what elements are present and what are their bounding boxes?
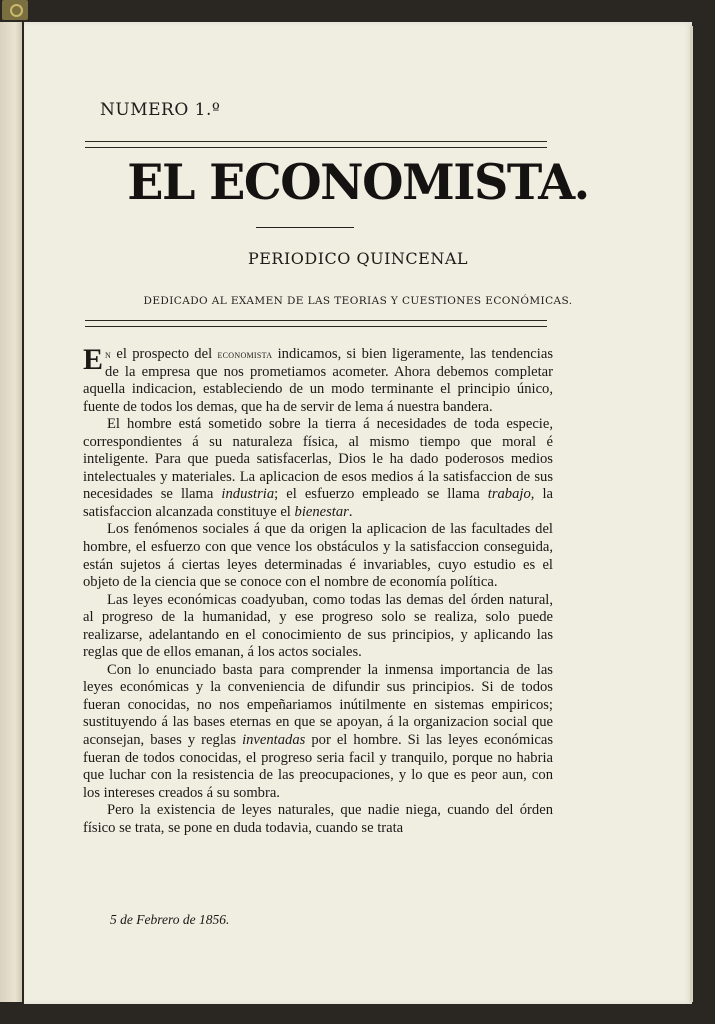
paragraph-2: El hombre está sometido sobre la tierra á necesidades de toda especie, correspondientes á su naturaleza física, al mismo tiempo que moral é inteligente. Para que pueda satisfacerlas, Dios le ha dado poderosos medios intelectuales y materiales. La aplicacion de esos medios á la satisfaccion de sus necesidades se llama industria; el esfuerzo empleado se llama trabajo, la satisfaccion alcanzada constituye el bienestar.	[83, 416, 553, 520]
title-underline	[256, 227, 354, 228]
newspaper-subtitle: PERIODICO QUINCENAL	[247, 249, 469, 268]
header-divider	[85, 320, 547, 327]
paragraph-3: Los fenómenos sociales á que da origen la aplicacion de las facultades del hombre, el esfuerzo con que vence los obstáculos y la satisfaccion conseguida, están sujetos á ciertas leyes determinadas é invariables, cuyo estudio es el objeto de la ciencia que se conoce con el nombre de economía política.	[83, 521, 553, 591]
paragraph-6: Pero la existencia de leyes naturales, que nadie niega, cuando del órden físico se trata, se pone en duda todavia, cuando se trata	[83, 802, 553, 836]
paragraph-4: Las leyes económicas coadyuban, como todas las demas del órden natural, al progreso de la humanidad, y ese progreso solo se realiza, solo puede realizarse, adelantando en el conocimiento de sus principios, y aplicando las reglas que de ellos emanan, á los actos sociales.	[83, 591, 553, 661]
paragraph-1: En el prospecto del economista indicamos, si bien ligeramente, las tendencias de la empresa que nos prometiamos acometer. Ahora debemos completar aquella indicacion, estableciendo de un modo terminante el principio único, fuente de todos los demas, que ha de servir de lema á nuestra bandera.	[83, 343, 553, 415]
bookmark-clip-icon	[2, 0, 28, 20]
article-body	[83, 343, 554, 837]
page-right-edge	[690, 26, 693, 1002]
small-caps-title: economista	[217, 347, 273, 361]
issue-number: NUMERO 1.º	[100, 100, 221, 120]
dedication-line: DEDICADO AL EXAMEN DE LAS TEORIAS Y CUESTIONES ECONÓMICAS.	[143, 295, 573, 307]
paragraph-5: Con lo enunciado basta para comprender la inmensa importancia de las leyes económicas y la conveniencia de difundir sus principios. Si de todos fueran conocidas, no nos empeñariamos inútilmente en sistemas empiricos; sustituyendo á las bases eternas en que se apoyan, á la organizacion social que aconsejan, bases y reglas inventadas por el hombre. Si las leyes económicas fueran de todos conocidas, el progreso seria facil y tranquilo, porque no habria que luchar con la resistencia de las preocupaciones, y lo que es peor aun, con los intereses creados á su sombra.	[83, 661, 554, 801]
document-page	[24, 22, 692, 1004]
newspaper-title: EL ECONOMISTA.	[127, 153, 589, 211]
top-divider	[85, 141, 547, 148]
previous-page-edge	[0, 22, 22, 1002]
publication-date: 5 de Febrero de 1856.	[110, 912, 230, 927]
drop-cap: E	[83, 343, 104, 376]
